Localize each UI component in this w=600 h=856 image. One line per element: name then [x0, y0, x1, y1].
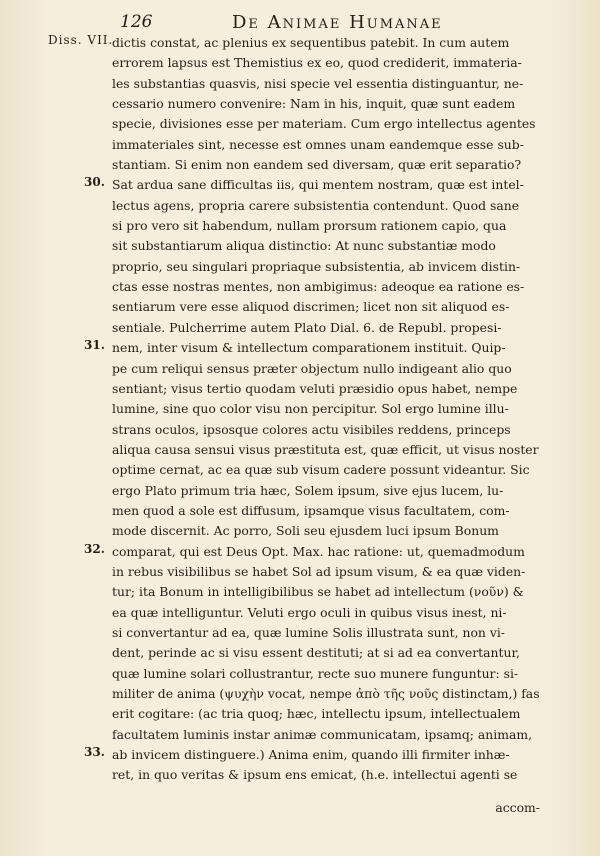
text-line: dictis constat, ac plenius ex sequentibus patebit. In cum autem [112, 35, 510, 50]
text-line: sentiale. Pulcherrime autem Plato Dial. 6. de Republ. propesi- [112, 319, 502, 335]
section-number: 32. [84, 541, 105, 556]
text-line: proprio, seu singulari propriaque subsistentia, ab invicem distin- [112, 258, 521, 274]
text-line: facultatem luminis instar animæ communicatam, ipsamq; animam, [112, 726, 533, 742]
text-line: immateriales sint, necesse est omnes unam eandemque esse sub- [112, 136, 524, 152]
catchword: accom- [495, 800, 540, 815]
body-text [112, 33, 582, 786]
text-line: mode discernit. Ac porro, Soli seu ejusdem luci ipsum Bonum [112, 523, 499, 539]
text-line: optime cernat, ac ea quæ sub visum cadere possunt videantur. Sic [112, 462, 530, 478]
running-head: De Animae Humanae [232, 12, 443, 33]
text-line: sit substantiarum aliqua distinctio: At nunc substantiæ modo [112, 238, 496, 254]
text-line: aliqua causa sensui visus præstituta est, quæ efficit, ut visus noster [112, 441, 539, 457]
text-line: pe cum reliqui sensus præter objectum nullo indigeant alio quo [112, 360, 512, 376]
text-line: si pro vero sit habendum, nullam prorsum rationem capio, qua [112, 218, 507, 234]
text-line: sentiarum vere esse aliquod discrimen; licet non sit aliquod es- [112, 299, 510, 315]
text-line: in rebus visibilibus se habet Sol ad ipsum visum, & ea quæ viden- [112, 563, 526, 579]
text-line: militer de anima (ψυχὴν vocat, nempe ἀπὸ τῆς νοῦς distinctam,) fas [112, 686, 540, 701]
text-line: stantiam. Si enim non eandem sed diversam, quæ erit separatio? [112, 157, 522, 173]
section-number: 33. [84, 745, 105, 760]
text-line: quæ lumine solari collustrantur, recte suo munere funguntur: si- [112, 665, 519, 681]
text-line: sentiant; visus tertio quodam veluti præsidio opus habet, nempe [112, 380, 518, 396]
text-line: cessario numero convenire: Nam in his, inquit, quæ sunt eadem [112, 96, 516, 112]
text-line: les substantias quasvis, nisi specie vel essentia distinguantur, ne- [112, 75, 524, 91]
text-line: specie, divisiones esse per materiam. Cum ergo intellectus agentes [112, 116, 536, 132]
text-line: lectus agens, propria carere subsistentia contendunt. Quod sane [112, 197, 520, 213]
text-line: strans oculos, ipsosque colores actu visibiles reddens, princeps [112, 421, 511, 437]
text-line: si convertantur ad ea, quæ lumine Solis illustrata sunt, non vi- [112, 624, 505, 640]
text-line: erit cogitare: (ac tria quoq; hæc, intellectu ipsum, intellectualem [112, 706, 521, 722]
section-number: 31. [84, 338, 105, 353]
text-line: tur; ita Bonum in intelligibilibus se habet ad intellectum (νοῦν) & [112, 584, 524, 600]
text-line: ea quæ intelliguntur. Veluti ergo oculi in quibus visus inest, ni- [112, 604, 507, 620]
text-line: ab invicem distinguere.) Anima enim, quando illi firmiter inhæ- [112, 747, 510, 763]
section-number: 30. [84, 175, 105, 190]
text-line: comparat, qui est Deus Opt. Max. hac ratione: ut, quemadmodum [112, 543, 525, 559]
text-line: lumine, sine quo color visu non percipitur. Sol ergo lumine illu- [112, 401, 509, 417]
text-line: ret, in quo veritas & ipsum ens emicat, (h.e. intellectui agenti se [112, 767, 518, 783]
text-line: men quod a sole est diffusum, ipsamque visus facultatem, com- [112, 502, 510, 518]
text-line: Sat ardua sane difficultas iis, qui mentem nostram, quæ est intel- [112, 177, 524, 193]
text-line: ctas esse nostras mentes, non ambigimus: adeoque ea ratione es- [112, 279, 525, 295]
text-line: dent, perinde ac si visu essent destituti; at si ad ea convertantur, [112, 645, 520, 661]
text-line: errorem lapsus est Themistius ex eo, quod crediderit, immateria- [112, 55, 522, 71]
dissertation-label: Diss. VII. [48, 33, 114, 47]
text-line: nem, inter visum & intellectum comparationem instituit. Quip- [112, 340, 506, 356]
text-line: ergo Plato primum tria hæc, Solem ipsum, sive ejus lucem, lu- [112, 482, 504, 498]
page-number: 126 [120, 12, 153, 32]
